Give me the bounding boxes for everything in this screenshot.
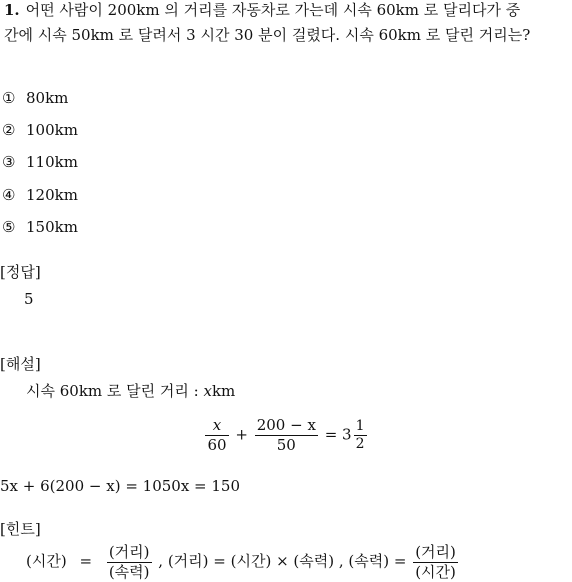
answer-value: 5 bbox=[24, 290, 34, 308]
question-number: 1. bbox=[4, 1, 20, 19]
explanation-heading: [해설] bbox=[0, 355, 41, 373]
fraction-denominator: 50 bbox=[276, 436, 296, 454]
fraction-numerator: (거리) bbox=[415, 542, 456, 561]
hint-equals: = bbox=[79, 552, 93, 570]
explanation-equation bbox=[0, 416, 572, 455]
setup-variable: x bbox=[203, 382, 212, 400]
option-mark: ③ bbox=[2, 153, 16, 171]
hint-fraction-1 bbox=[107, 543, 152, 582]
equals-three: = 3 bbox=[324, 425, 352, 444]
fraction-denominator: 60 bbox=[207, 436, 227, 454]
option-mark: ⑤ bbox=[2, 218, 16, 236]
plus-sign: + bbox=[235, 425, 248, 444]
option-2[interactable] bbox=[2, 120, 78, 140]
hint-heading: [힌트] bbox=[0, 520, 41, 538]
mixed-fraction bbox=[354, 418, 367, 453]
option-mark: ② bbox=[2, 121, 16, 139]
fraction-numerator: 1 bbox=[355, 418, 365, 434]
option-mark: ① bbox=[2, 89, 16, 107]
option-text: 120km bbox=[26, 186, 78, 204]
setup-suffix: km bbox=[211, 382, 236, 400]
fraction-numerator: (거리) bbox=[108, 542, 150, 561]
explanation-setup bbox=[26, 381, 235, 401]
fraction-numerator: 200 − x bbox=[256, 416, 316, 434]
hint-formula bbox=[26, 542, 460, 582]
equation-fraction-1 bbox=[205, 416, 228, 455]
fraction-numerator: x bbox=[205, 416, 228, 436]
option-4[interactable] bbox=[2, 185, 78, 205]
explanation-line-2: 5x + 6(200 − x) = 1050x = 150 bbox=[0, 477, 241, 495]
option-5[interactable] bbox=[2, 217, 78, 237]
question-line-1 bbox=[4, 0, 520, 20]
hint-fraction-2 bbox=[413, 543, 458, 582]
option-1[interactable] bbox=[2, 88, 68, 108]
fraction-denominator: (속력) bbox=[108, 562, 150, 581]
option-text: 150km bbox=[26, 218, 78, 236]
fraction-denominator: 2 bbox=[355, 436, 365, 452]
fraction-denominator: (시간) bbox=[415, 562, 456, 581]
hint-time-label: (시간) bbox=[26, 552, 67, 570]
equation-fraction-2 bbox=[255, 416, 318, 455]
option-text: 100km bbox=[26, 121, 78, 139]
option-text: 110km bbox=[26, 153, 78, 171]
setup-prefix: 시속 60km 로 달린 거리 : bbox=[26, 382, 204, 400]
option-mark: ④ bbox=[2, 186, 16, 204]
option-text: 80km bbox=[26, 89, 69, 107]
question-line-2: 간에 시속 50km 로 달려서 3 시간 30 분이 걸렸다. 시속 60km 로 달린 거리는? bbox=[4, 26, 531, 44]
option-3[interactable] bbox=[2, 152, 78, 172]
hint-middle: , (거리) = (시간) × (속력) , (속력) = bbox=[158, 552, 407, 570]
answer-heading: [정답] bbox=[0, 263, 41, 281]
question-text-1: 어떤 사람이 200km 의 거리를 자동차로 가는데 시속 60km 로 달리다가 중 bbox=[25, 1, 521, 19]
